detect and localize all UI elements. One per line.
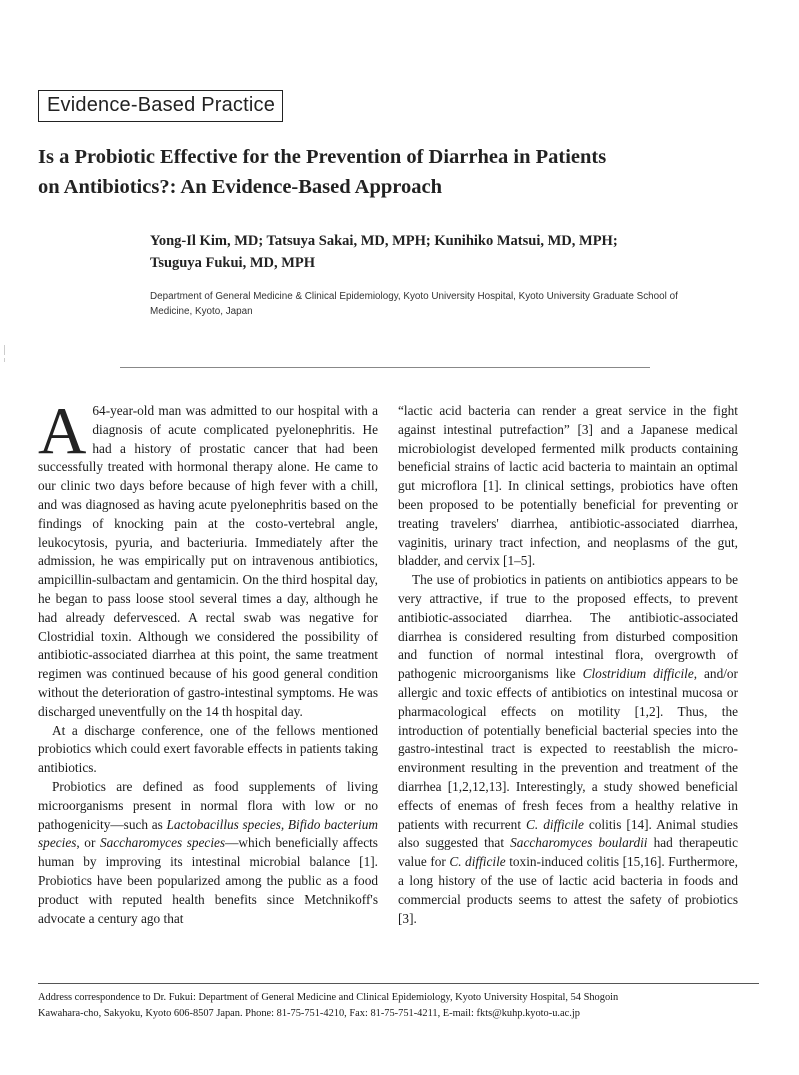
title-line: Is a Probiotic Effective for the Prevention of Diarrhea in Patients — [38, 146, 607, 168]
italic-term: Clostridium difficile — [582, 666, 694, 682]
affiliation-line: Department of General Medicine & Clinical Epidemiology, Kyoto University Hospital, Kyoto University Graduate School of — [150, 291, 678, 302]
italic-term: Saccharomyces boulardii — [510, 835, 648, 851]
text-run: —which beneficially affects human by improving its intestinal microbial balance [1]. Probiotics have been popularized among the public as a food product with reputed health benefits since Metchnikoff's advocate a century ago that — [38, 835, 378, 926]
margin-mark — [4, 358, 5, 362]
footnote-line: Address correspondence to Dr. Fukui: Department of General Medicine and Clinical Epidemiology, Kyoto University Hospital, 54 Shogoin — [38, 992, 619, 1003]
footnote-divider — [38, 983, 759, 984]
paragraph — [38, 778, 378, 928]
body-column-left — [38, 394, 378, 928]
affiliation-line: Medicine, Kyoto, Japan — [150, 306, 253, 317]
italic-term: C. difficile — [449, 854, 506, 870]
footnote-line: Kawahara-cho, Sakyoku, Kyoto 606-8507 Japan. Phone: 81-75-751-4210, Fax: 81-75-751-4211, E-mail: fkts@kuhp.kyoto-u.ac.jp — [38, 1007, 580, 1019]
text-run: , or — [76, 835, 100, 851]
drop-cap: A — [38, 394, 87, 468]
author-line: Tsuguya Fukui, MD, MPH — [150, 255, 316, 271]
body-column-right — [398, 402, 738, 928]
italic-term: Saccharomyces species — [99, 835, 226, 851]
paragraph: “lactic acid bacteria can render a great service in the fight against intestinal putrefaction” [3] and a Japanese medical microbiologist developed fermented milk products containing beneficial strains of lactic acid bacteria to maintain an optimal gut microflora [1]. In clinical settings, probiotics have often been proposed to be potentially beneficial for preventing or treating travelers' diarrhea, antibiotic-associated diarrhea, vaginitis, urinary tract infection, and neoplasms of the gut, bladder, and cervix [1–5]. — [398, 403, 738, 569]
header-divider — [120, 367, 650, 368]
section-label: Evidence-Based Practice — [38, 90, 283, 122]
paragraph: At a discharge conference, one of the fellows mentioned probiotics which could exert favorable effects in patients taking antibiotics. — [38, 722, 378, 776]
paragraph — [38, 394, 378, 722]
margin-mark — [4, 345, 5, 355]
article-title — [38, 142, 758, 202]
author-line: Yong-Il Kim, MD; Tatsuya Sakai, MD, MPH; Kunihiko Matsui, MD, MPH; — [150, 233, 618, 249]
paragraph-text: 64-year-old man was admitted to our hospital with a diagnosis of acute complicated pyelonephritis. He had a history of prostatic cancer that had been successfully treated with hormonal therapy alone. He came to our clinic two days before because of high fever with a chill, and was diagnosed as having acute pyelonephritis based on the findings of knocking pain at the costo-vertebral angle, leukocytosis, pyuria, and bacteriuria. Immediately after the admission, he was empirically put on intravenous antibiotics, ampicillin-sulbactam and gentamicin. On the third hospital day, he began to pass loose stool several times a day, although he had already defervesced. A rectal swab was negative for Clostridial toxin. Although we considered the possibility of antibiotic-associated diarrhea at this point, the same treatment regimen was continued because of his good general condition without the deterioration of gastro-intestinal symptoms. He was discharged uneventfully on the 14 th hospital day. — [38, 403, 378, 719]
italic-term: Lactobacillus species, Bifido bacterium species — [38, 816, 378, 851]
title-line: on Antibiotics?: An Evidence-Based Approach — [38, 176, 442, 198]
author-list — [150, 230, 770, 274]
text-run: Probiotics are defined as food supplements of living microorganisms present in normal flora with low or no pathogenicity—such as — [38, 778, 378, 832]
text-run: colitis [14]. Animal studies also suggested that — [398, 816, 738, 851]
text-run: had therapeutic value for — [398, 835, 738, 870]
text-run: The use of probiotics in patients on antibiotics appears to be very attractive, if true to the proposed effects, to prevent antibiotic-associated diarrhea. The antibiotic-associated diarrhea is considered resulting from disturbed composition and function of normal intestinal flora, overgrowth of pathogenic microorganisms like — [398, 572, 738, 682]
affiliation — [150, 289, 770, 319]
text-run: toxin-induced colitis [15,16]. Furthermore, a long history of the use of lactic acid bacteria in foods and commercial products seems to attest the safety of probiotics [3]. — [398, 854, 739, 926]
paragraph — [398, 571, 738, 928]
correspondence-footnote — [38, 990, 768, 1021]
text-run: , and/or allergic and toxic effects of antibiotics on intestinal mucosa or pharmacological effects on motility [1,2]. Thus, the introduction of potentially beneficial bacterial species into the gastro-intestinal tract is expected to reestablish the micro-environment resulting in the prevention and treatment of the diarrhea [1,2,12,13]. Interestingly, a study showed beneficial effects of enemas of fresh feces from a healthy relative in patients with recurrent — [398, 666, 738, 832]
italic-term: C. difficile — [526, 816, 584, 832]
